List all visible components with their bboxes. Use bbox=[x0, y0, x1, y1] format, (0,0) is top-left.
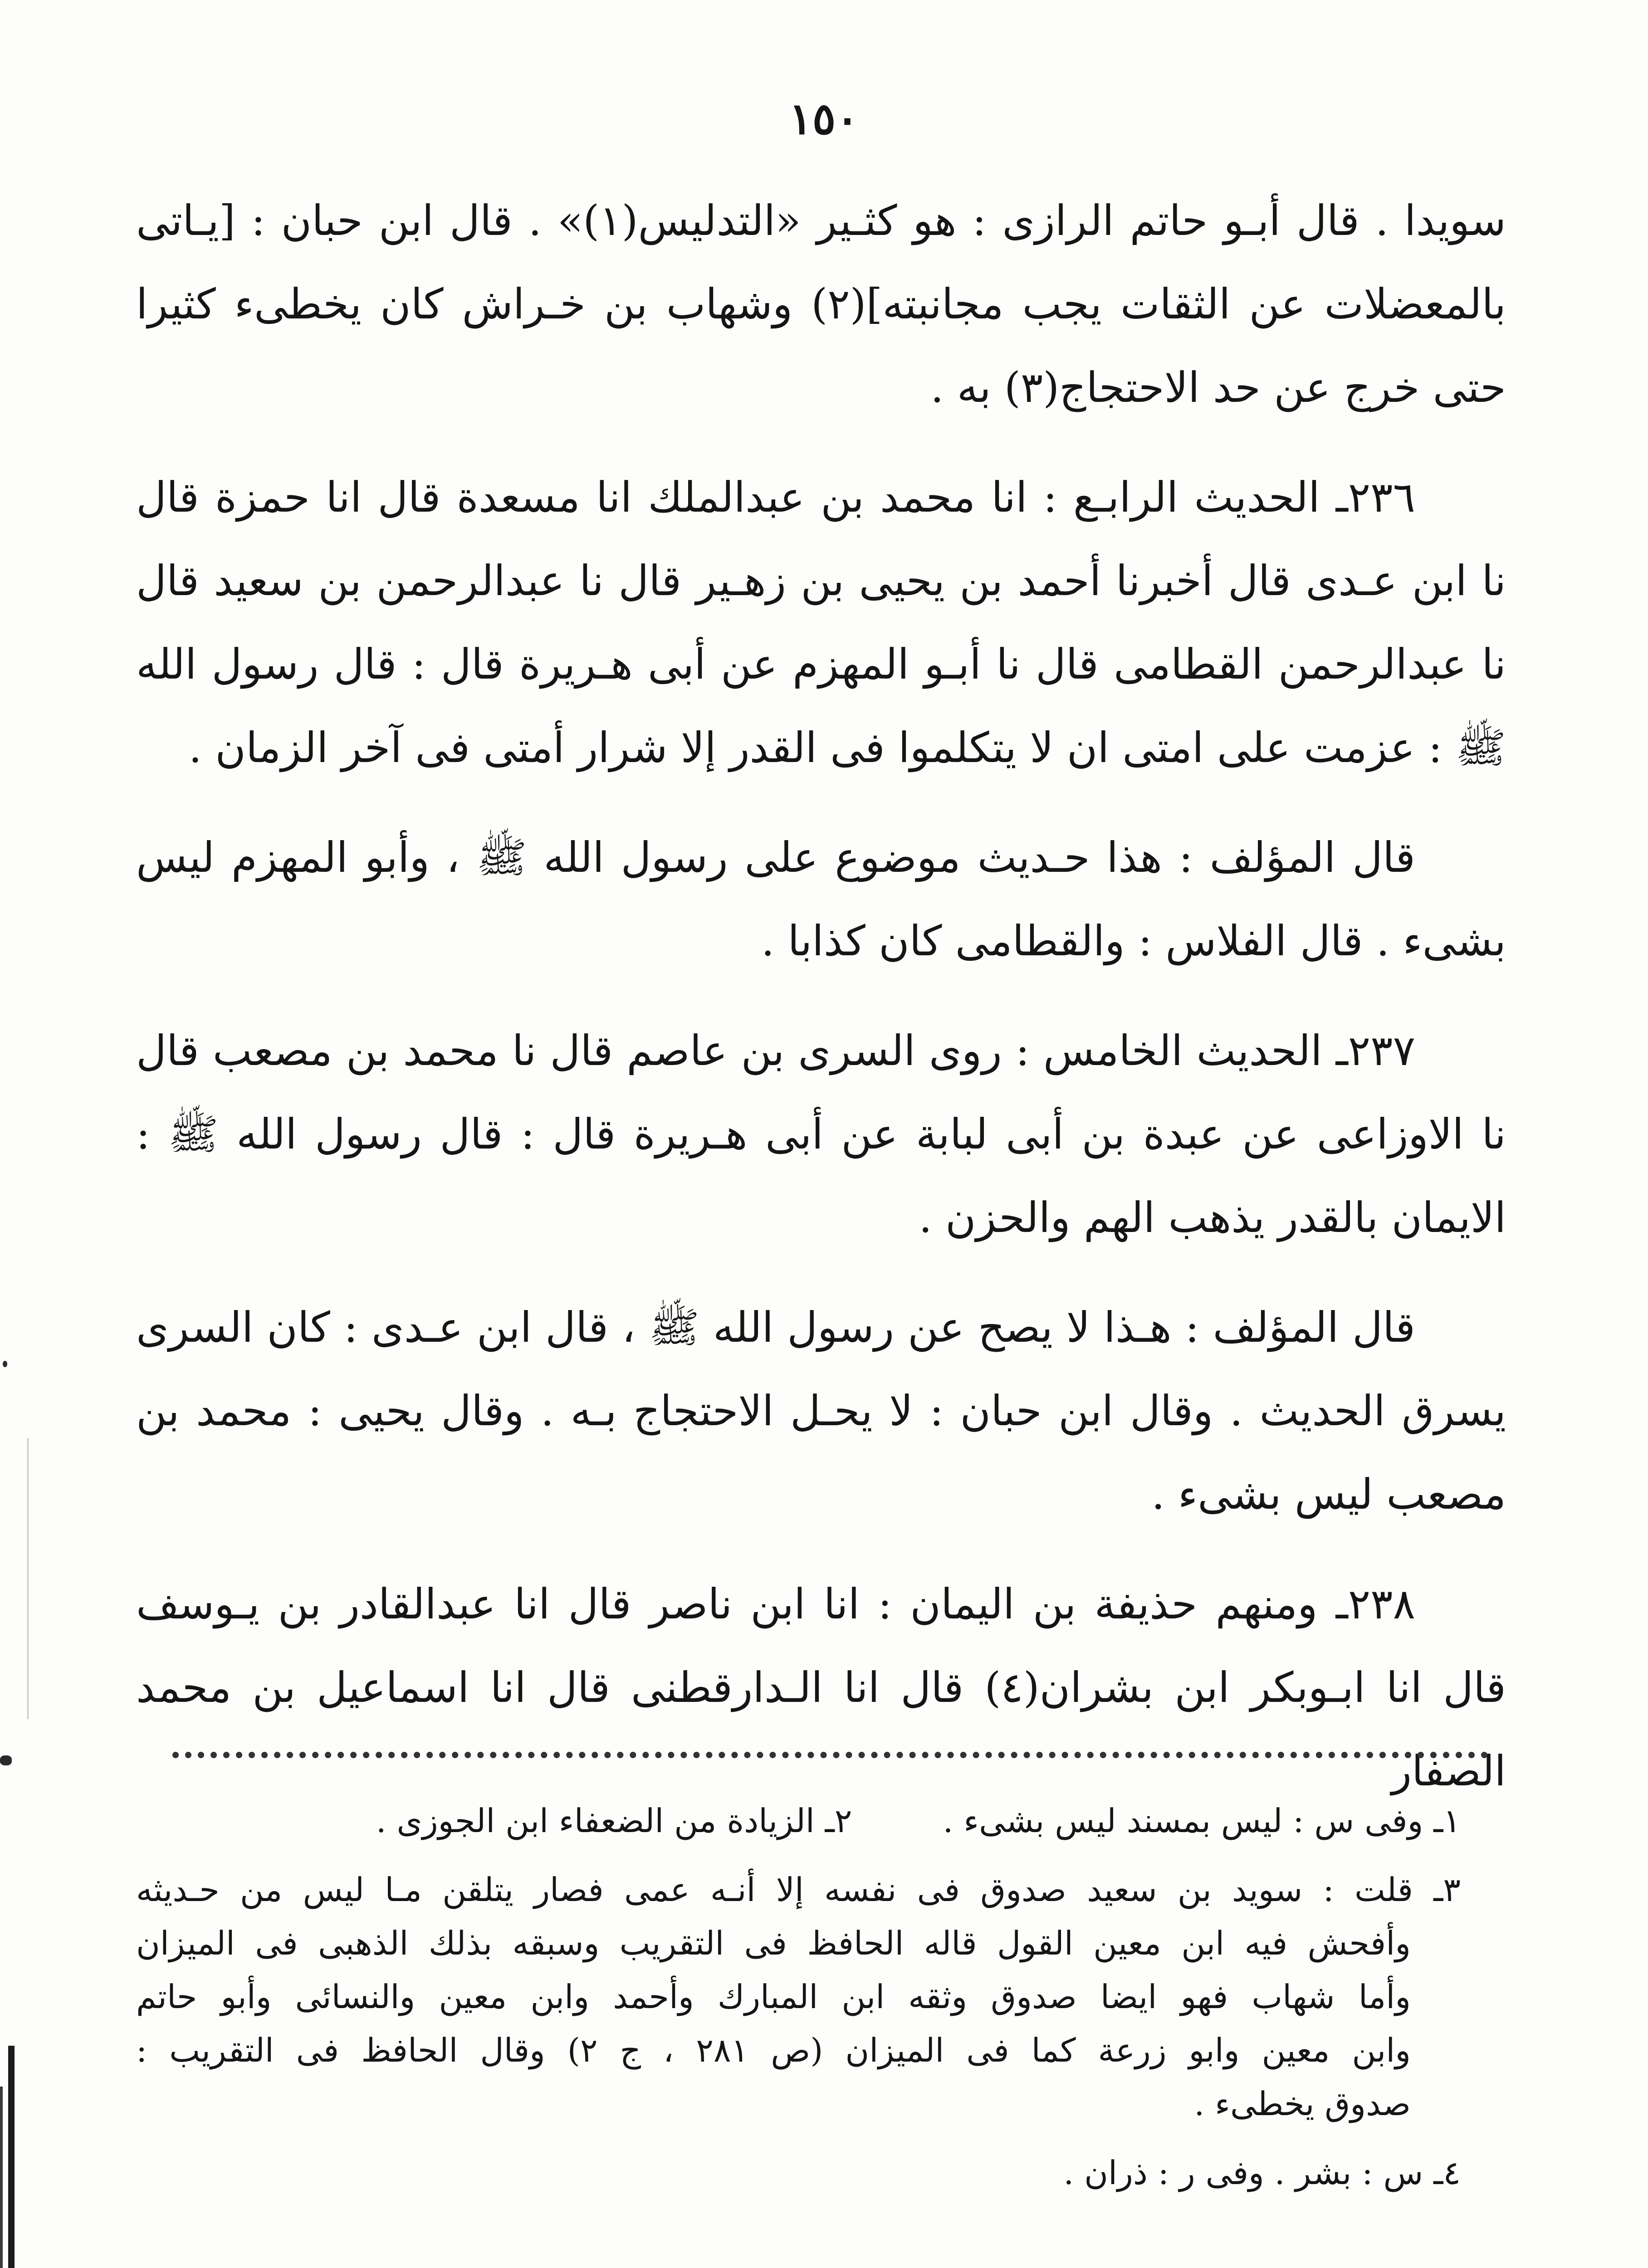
paragraph-hadith-238: ٢٣٨ـ ومنهم حذيفة بن اليمان : انا ابن ناصر قال انا عبدالقادر بن يـوسف قال انا ابـوبكر ابن بشران(٤) قال انا الـدارقطنى قال انا اسماعيل بن محمد الصفار bbox=[136, 1580, 1506, 1795]
paragraph-continuation: سويدا . قال أبـو حاتم الرازى : هو كثـير «التدليس(١)» . قال ابن حبان : [يـاتى بالمعضلات عن الثقات يجب مجانبته](٢) وشهاب بن خـراش كان يخطىء كثيرا حتى خرج عن حد الاحتجاج(٣) به . bbox=[136, 196, 1506, 412]
scan-artifact-binding-edge bbox=[8, 2046, 15, 2268]
main-text bbox=[136, 179, 1506, 1839]
footnotes bbox=[136, 1794, 1506, 2215]
scan-artifact-arrow bbox=[0, 1755, 12, 1765]
footnote-3-line: ٣ـ قلت : سويد بن سعيد صدوق فى نفسه إلا أنـه عمى فصار يتلقن مـا ليس من حـديثه bbox=[136, 1871, 1461, 1909]
footnote-separator bbox=[172, 1752, 1488, 1758]
scan-artifact-binding-edge-outer bbox=[0, 2087, 3, 2268]
footnote-3-line: وأفحش فيه ابن معين القول قاله الحافظ فى التقريب وسبقه بذلك الذهبى فى الميزان bbox=[136, 1924, 1411, 1962]
footnote-2: ٢ـ الزيادة من الضعفاء ابن الجوزى . bbox=[376, 1802, 852, 1840]
paragraph-hadith-237: ٢٣٧ـ الحديث الخامس : روى السرى بن عاصم قال نا محمد بن مصعب قال نا الاوزاعى عن عبدة بن أبى لبابة عن أبى هـريرة قال : قال رسول الله ﷺ : الايمان بالقدر يذهب الهم والحزن . bbox=[136, 1026, 1506, 1242]
scan-artifact-dot bbox=[3, 1361, 7, 1367]
footnote-3-line: وأما شهاب فهو ايضا صدوق وثقه ابن المبارك وأحمد وابن معين والنسائى وأبو حاتم bbox=[136, 1978, 1411, 2016]
page-number: ١٥٠ bbox=[789, 93, 859, 144]
footnote-3 bbox=[136, 1863, 1506, 2131]
footnote-4: ٤ـ س : بشر . وفى ر : ذران . bbox=[1063, 2154, 1461, 2192]
footnote-3-line: وابن معين وابو زرعة كما فى الميزان (ص ٢٨١ ، ج ٢) وقال الحافظ فى التقريب : bbox=[136, 2031, 1411, 2069]
paragraph-hadith-236: ٢٣٦ـ الحديث الرابـع : انا محمد بن عبدالملك انا مسعدة قال انا حمزة قال نا ابن عـدى قال أخبرنا أحمد بن يحيى بن زهـير قال نا عبدالرحمن بن سعيد قال نا عبدالرحمن القطامى قال نا أبـو المهزم عن أبى هـريرة قال : قال رسول الله ﷺ : عزمت على امتى ان لا يتكلموا فى القدر إلا شرار أمتى فى آخر الزمان . bbox=[136, 473, 1506, 772]
paragraph-author-comment-2: قال المؤلف : هـذا لا يصح عن رسول الله ﷺ ، قال ابن عـدى : كان السرى يسرق الحديث . وقال ابن حبان : لا يحـل الاحتجاج بـه . وقال يحيى : محمد بن مصعب ليس بشىء . bbox=[136, 1303, 1506, 1519]
scan-artifact-faint-line bbox=[27, 1438, 29, 1719]
paragraph-author-comment-1: قال المؤلف : هذا حـديث موضوع على رسول الله ﷺ ، وأبو المهزم ليس بشىء . قال الفلاس : والقطامى كان كذابا . bbox=[136, 833, 1506, 965]
footnote-1: ١ـ وفى س : ليس بمسند ليس بشىء . bbox=[943, 1802, 1461, 1840]
footnote-row-1-2 bbox=[136, 1794, 1506, 1848]
footnote-3-line: صدوق يخطىء . bbox=[1194, 2085, 1411, 2123]
